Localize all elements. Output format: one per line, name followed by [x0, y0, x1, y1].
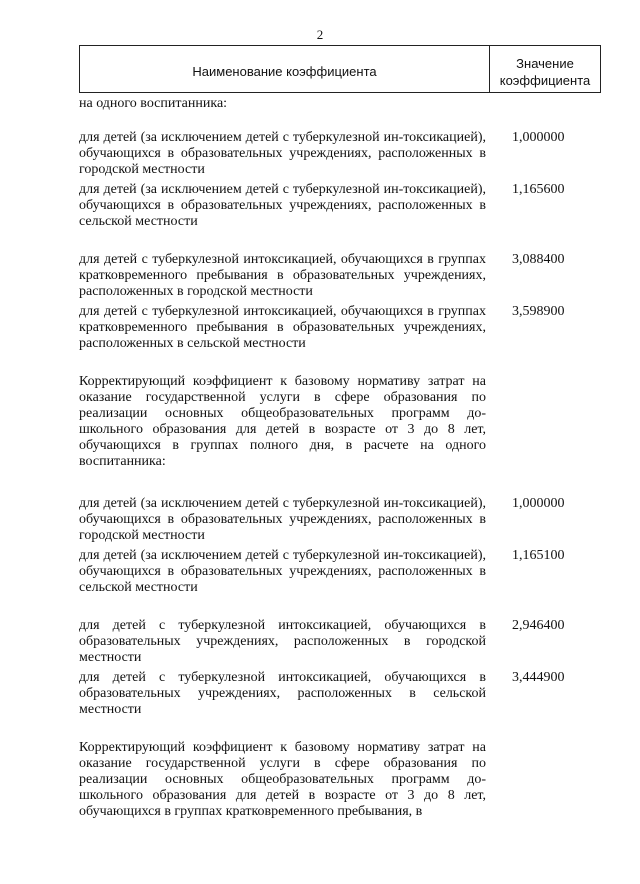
header-value-line2: коэффициента: [499, 73, 591, 88]
coefficient-value: 2,946400: [512, 618, 565, 633]
paragraph-2: Корректирующий коэффициент к базовому нормативу затрат на оказание государственной услуги в сфере образования по реализации основных общеобразовательных программ до-школьного образования для детей в возрасте от 3 до 8 лет, обучающихся в группах кратковременного пребывания, в: [79, 740, 486, 819]
coefficient-item: для детей с туберкулезной интоксикацией, обучающихся в группах кратковременного пребывания в образовательных учреждениях, расположенных в сельской местности: [79, 304, 486, 351]
lead-text: на одного воспитанника:: [79, 96, 228, 111]
coefficient-item: для детей (за исключением детей с туберкулезной ин-токсикацией), обучающихся в образовательных учреждениях, расположенных в сельской местности: [79, 182, 486, 229]
coefficient-item: для детей (за исключением детей с туберкулезной ин-токсикацией), обучающихся в образовательных учреждениях, расположенных в сельской местности: [79, 548, 486, 595]
coefficient-value: 3,444900: [512, 670, 565, 685]
coefficient-item: для детей с туберкулезной интоксикацией, обучающихся в образовательных учреждениях, расположенных в сельской местности: [79, 670, 486, 717]
coefficient-item: для детей с туберкулезной интоксикацией, обучающихся в группах кратковременного пребывания в образовательных учреждениях, расположенных в городской местности: [79, 252, 486, 299]
page-number: 2: [316, 27, 324, 42]
coefficient-value: 3,088400: [512, 252, 565, 267]
coefficient-value: 3,598900: [512, 304, 565, 319]
coefficient-value: 1,165100: [512, 548, 565, 563]
header-value-column: [490, 55, 600, 89]
coefficient-value: 1,000000: [512, 496, 565, 511]
header-value-line1: Значение: [516, 56, 574, 71]
paragraph-1: Корректирующий коэффициент к базовому нормативу затрат на оказание государственной услуги в сфере образования по реализации основных общеобразовательных программ до-школьного образования для детей в возрасте от 3 до 8 лет, обучающихся в группах полного дня, в расчете на одного воспитанника:: [79, 374, 486, 469]
coefficient-value: 1,000000: [512, 130, 565, 145]
table-header: [79, 45, 601, 93]
coefficient-value: 1,165600: [512, 182, 565, 197]
header-name-column: Наименование коэффициента: [192, 64, 377, 79]
coefficient-item: для детей (за исключением детей с туберкулезной ин-токсикацией), обучающихся в образовательных учреждениях, расположенных в городской местности: [79, 496, 486, 543]
coefficient-item: для детей (за исключением детей с туберкулезной ин-токсикацией), обучающихся в образовательных учреждениях, расположенных в городской местности: [79, 130, 486, 177]
coefficient-item: для детей с туберкулезной интоксикацией, обучающихся в образовательных учреждениях, расположенных в городской местности: [79, 618, 486, 665]
